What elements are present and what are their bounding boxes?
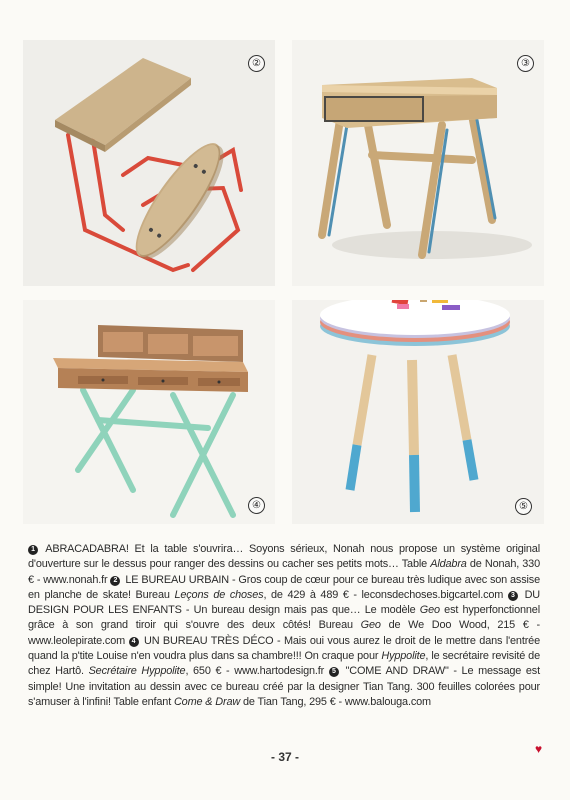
caption-segment: DU DESIGN POUR LES ENFANTS - Un bureau design mais pas que… Le modèle — [28, 588, 541, 617]
caption-segment: "COME AND DRAW" - Le message est simple! Une invitation au dessin avec ce bureau créé par la designer Tian Tang. 300 feuilles colorées pour s'amuser à l'infini! Table enfant — [28, 665, 540, 708]
caption-italic: Come & Draw — [173, 695, 241, 708]
photo-geo-desk — [292, 40, 544, 286]
caption-italic: Geo — [419, 604, 440, 617]
bullet-4: 4 — [129, 637, 139, 647]
photo-number-4: ④ — [248, 497, 265, 514]
skateboard-desk-illustration — [23, 40, 275, 286]
photo-come-and-draw-table — [292, 300, 544, 524]
bullet-3: 3 — [508, 591, 518, 601]
geo-desk-illustration — [292, 40, 544, 286]
photo-number-2: ② — [248, 55, 265, 72]
caption-segment: , 650 € - www.hartodesign.fr — [185, 665, 329, 678]
caption-italic: Geo — [360, 619, 381, 632]
caption-italic: Leçons de choses — [174, 588, 264, 601]
bullet-1: 1 — [28, 545, 38, 555]
caption-italic: Hyppolite — [381, 650, 426, 663]
photo-number-5: ⑤ — [515, 498, 532, 515]
caption-segment: de We Doo Wood, 215 € - www.leolepirate.com — [28, 619, 540, 647]
caption-italic: Secrétaire Hyppolite — [88, 665, 186, 678]
bullet-2: 2 — [110, 576, 120, 586]
photo-skateboard-desk — [23, 40, 275, 286]
come-and-draw-illustration — [292, 300, 544, 524]
caption-segment: de Tian Tang, 295 € - www.balouga.com — [240, 695, 431, 708]
photo-number-3: ③ — [517, 55, 534, 72]
caption-segment: de Nonah, 330 € - www.nonah.fr — [28, 558, 540, 586]
photo-hyppolite-desk — [23, 300, 275, 524]
caption-segment: ABRACADABRA! Et la table s'ouvrira… Soyons sérieux, Nonah nous propose un système original d'ouverture sur le dessus pour ranger des dessins ou cacher ses petits mots… Table — [28, 543, 540, 571]
caption-segment: , de 429 à 489 € - leconsdechoses.bigcartel.com — [263, 588, 508, 601]
caption-segment: est hyperfonctionnel grâce à son grand tiroir qui s'ouvre des deux côtés! Bureau — [28, 604, 540, 632]
page-number: - 37 - — [270, 750, 299, 764]
caption-segment: , le secrétaire revisité de chez Hartô. — [28, 650, 540, 678]
hyppolite-desk-illustration — [23, 300, 275, 524]
bullet-5: 5 — [329, 667, 339, 677]
caption-italic: Aldabra — [430, 558, 467, 571]
caption-text — [28, 542, 540, 710]
heart-icon: ♥ — [535, 742, 543, 756]
caption-segment: LE BUREAU URBAIN - Gros coup de cœur pour ce bureau très ludique avec son assise en planche de skate! Bureau — [28, 573, 540, 601]
caption-segment: UN BUREAU TRÈS DÉCO - Mais oui vous aurez le droit de le mettre dans l'entrée quand la p'tite Louise n'en voudra plus dans sa chambre!!! On craque pour — [28, 634, 540, 663]
